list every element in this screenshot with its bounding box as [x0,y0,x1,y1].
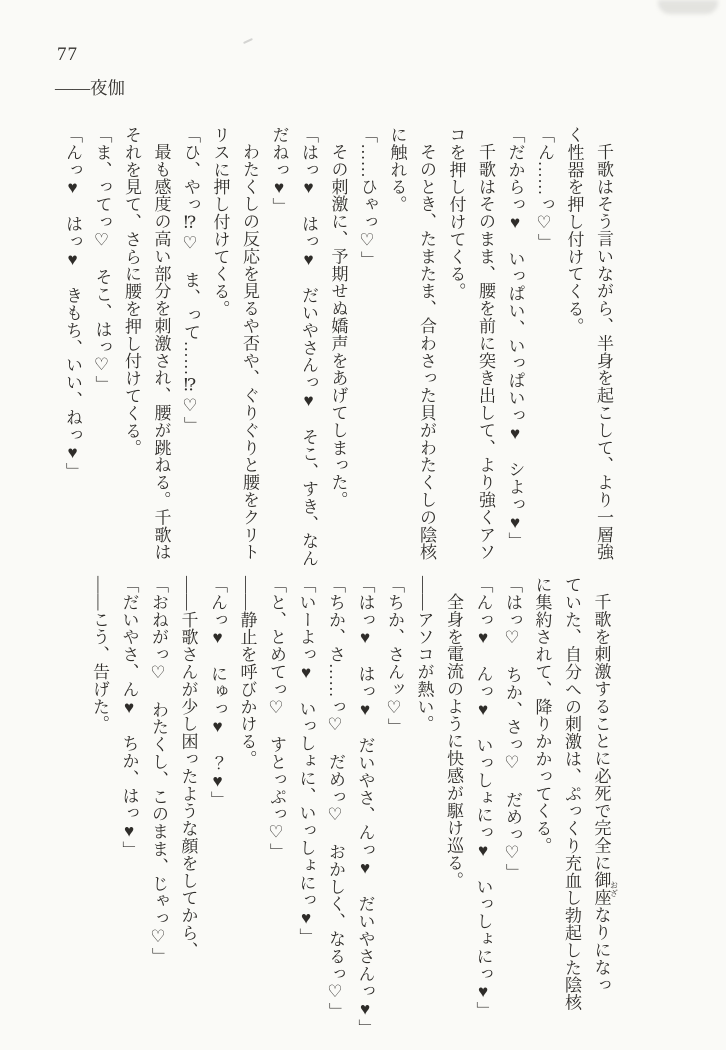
scan-artifact-scratch [243,38,253,44]
text-line: 全身を電流のように快感が駆け巡る。 [444,593,463,889]
paragraph [500,126,530,574]
text-line: 「んっ♥ はっ♥ きもち、いい、ねっ♥」 [63,126,82,480]
paragraph [58,126,88,574]
text-line: 「ちか、さんッ♡」 [385,576,404,736]
text-line: そのとき、たまたま、合わさった貝がわたくしの陰核 [417,143,436,561]
paragraph [87,126,117,574]
text-line: 「はっ♥ はっ♥ だいやさんっ♥ そこ、すき、なん [299,126,318,567]
text-line: 「……ひゃっ♡」 [358,126,377,269]
paragraph [409,576,439,1028]
paragraph [380,576,410,1028]
paragraph [323,126,353,574]
text-block-bottom [85,576,619,1037]
paragraph [382,126,441,574]
text-line: 「ひ、やっ⁉♡ ま、って……⁉♡」 [181,126,200,434]
text-line: ——静止を呼びかける。 [237,576,257,768]
paragraph [173,576,203,1028]
text-line: 「んっ♥ んっ♥ いっしょにっ♥ いっしょにっ♥」 [473,576,493,1019]
paragraph [321,576,351,1028]
paragraph [439,576,469,1028]
text-line: 千歌はそう言いながら、半身を起こして、より一層強 [594,143,613,561]
text-line: ——こう、告げた。 [90,576,109,733]
paragraph [353,126,383,574]
text-line: だねっ♥」 [269,126,289,215]
text-line: 「と、とめてっ♡ すとっぷっ♡」 [267,576,286,861]
text-line: 最も感度の高い部分を刺激され、腰が跳ねる。千歌は [151,143,171,561]
text-line: コを押し付けてくる。 [446,126,466,300]
text-line: に集約されて、降りかかってくる。 [532,576,552,855]
text-line: リスに押し付けてくる。 [210,126,230,318]
text-line: 「だいやさ、ん♥ ちか、はっ♥」 [119,576,139,859]
text-line: 千歌を刺激することに必死で完全に御座 おざなりになっ [591,593,619,994]
text-line: ——アソコが熱い。 [414,576,434,733]
text-line: 千歌はそのまま、腰を前に突き出して、より強くアソ [476,143,495,561]
page-number: 77 [57,44,78,65]
paragraph [176,126,206,574]
paragraph [232,576,262,1028]
paragraph [559,126,618,574]
paragraph [527,576,618,1028]
paragraph [117,126,176,574]
paragraph [530,126,560,574]
text-line: 「ま、ってっ♡ そこ、はっ♡」 [92,126,112,393]
paragraph [468,576,498,1028]
paragraph [114,576,144,1028]
paragraph [205,126,264,574]
text-line: 「んっ♥ にゅっ♥ ？♥」 [208,576,227,809]
text-line: に触れる。 [387,126,407,213]
text-line: く性器を押し付けてくる。 [564,126,584,335]
paragraph [441,126,500,574]
paragraph [264,126,323,574]
text-line: 「はっ♡ ちか、さっ♡ だめっ♡」 [503,576,522,881]
paragraph [262,576,292,1028]
paragraph [203,576,233,1028]
text-line: 「おねがっ♡ わたくし、このまま、じゃっ♡」 [149,576,168,965]
text-line: 「だからっ♥ いっぱい、いっぱいっ♥ シよっ♥」 [505,126,525,550]
text-line: それを見て、さらに腰を押し付けてくる。 [122,126,141,457]
text-line: ——千歌さんが少し困ったような顔をしてから、 [178,576,198,959]
text-line: 「ん……っ♡」 [535,126,554,251]
text-line: その刺激に、予期せぬ嬌声をあげてしまった。 [328,143,348,509]
paragraph [85,576,115,1028]
text-line: わたくしの反応を見るや否や、ぐりぐりと腰をクリト [240,143,259,561]
text-block-top [58,126,619,574]
text-line: 「はっ♥ はっ♥ だいやさ、んっ♥ だいやさんっ♥」 [355,576,375,1037]
paragraph [144,576,174,1028]
scan-artifact-smudge [658,0,718,14]
text-line: 「いーよっ♥ いっしょに、いっしょにっ♥」 [296,576,316,946]
running-title: ——夜伽 [55,78,125,98]
text-line: ていた、自分への刺激は、ぷっくり充血し勃起した陰核 [562,576,581,1011]
paragraph [350,576,380,1037]
paragraph [498,576,528,1028]
text-line: 「ちか、さ……っ♡ だめっ♡ おかしく、なるっ♡」 [326,576,345,1020]
ruby-furigana: 御座 おざ [591,871,619,907]
paragraph [291,576,321,1028]
